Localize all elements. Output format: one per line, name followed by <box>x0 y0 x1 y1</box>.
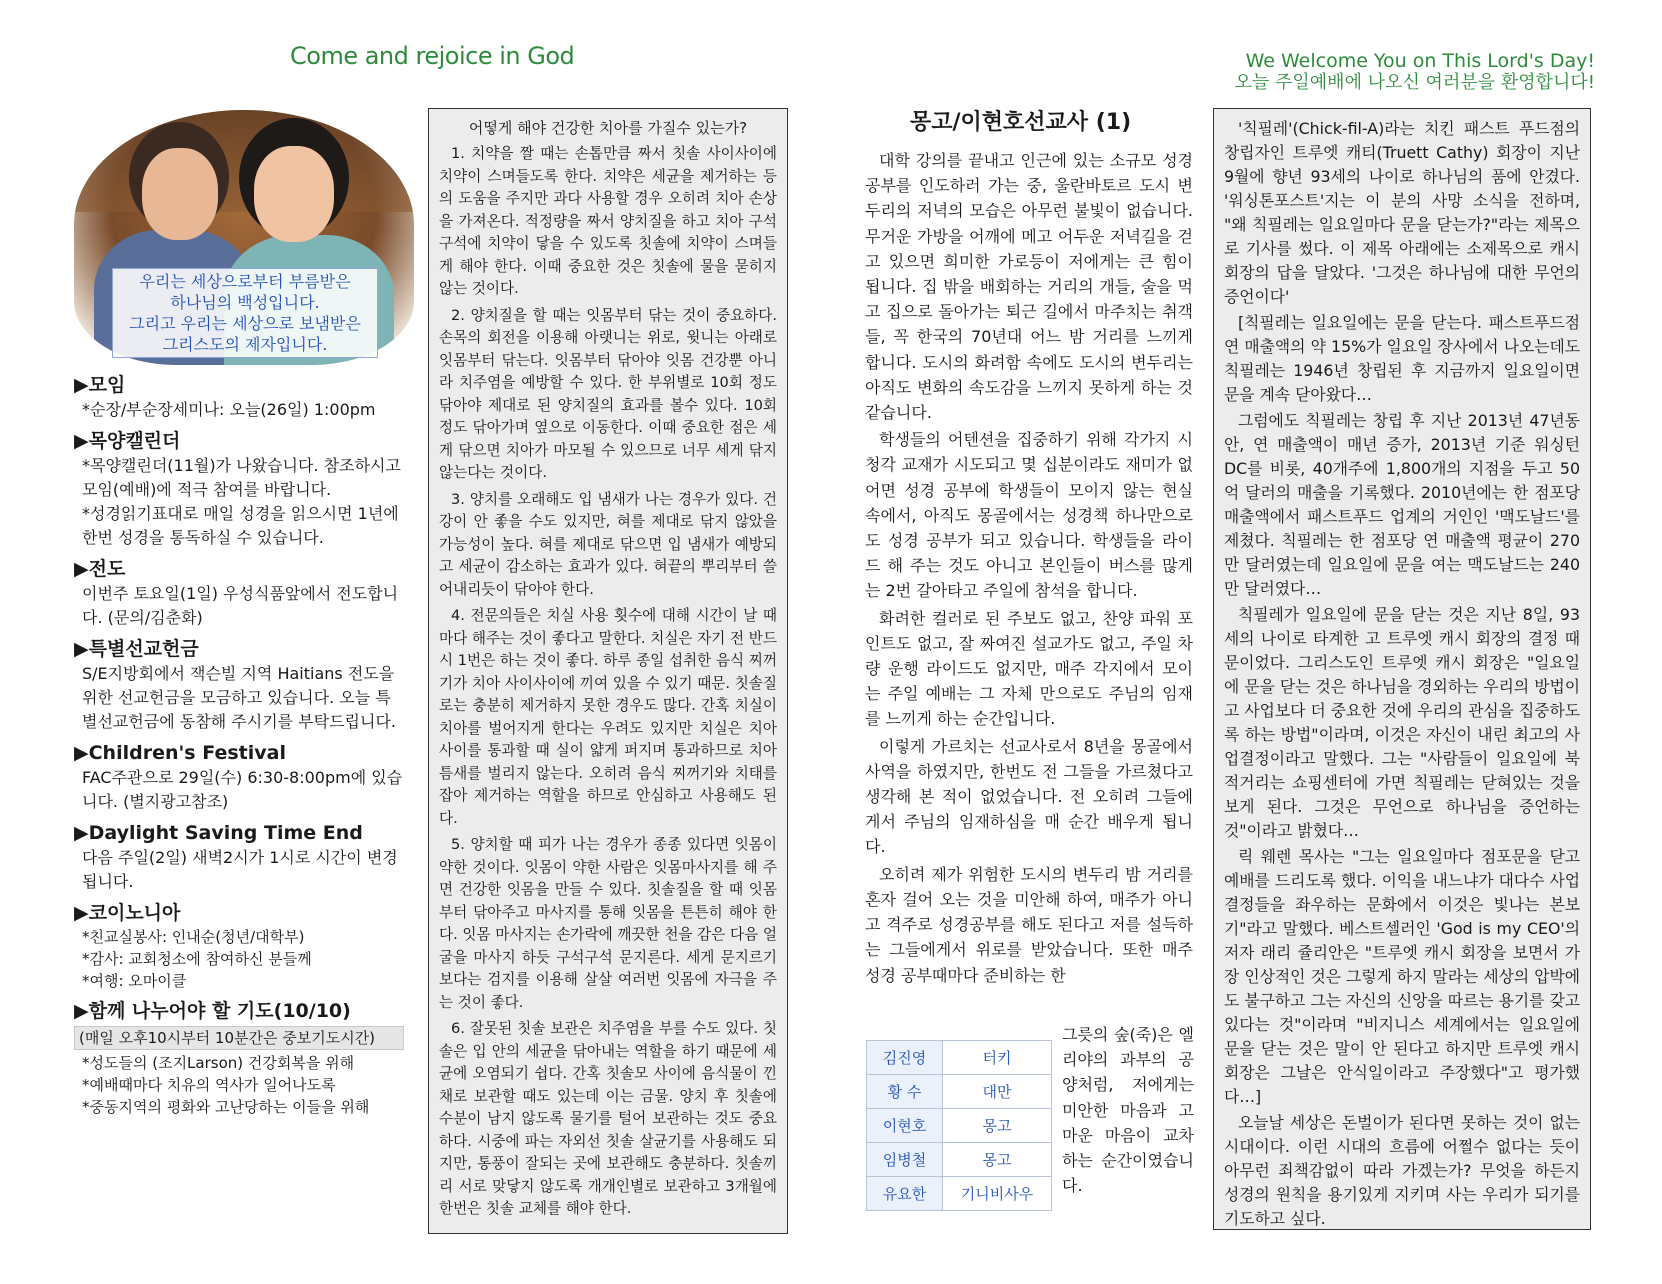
section-daylight-saving <box>74 820 404 894</box>
article-paragraph: 1. 치약을 짤 때는 손톱만큼 짜서 칫솔 사이사이에 치약이 스며들도록 한다. 치약은 세균을 제거하는 등의 도움을 주지만 과다 사용할 경우 오히려 치아 손상을 가져온다. 적정량을 짜서 양치질을 하고 치아 구석구석에 치약이 닿을 수 있도록 칫솔에 치약이 스며들게 해야 한다. 이때 중요한 것은 칫솔에 물을 묻히지 않는 것이다. <box>439 145 777 297</box>
section-title: ▶Daylight Saving Time End <box>74 822 363 844</box>
article-paragraph: 2. 양치질을 할 때는 잇몸부터 닦는 것이 중요하다. 손목의 회전을 이용해 아랫니는 위로, 윗니는 아래로 잇몸부터 닦는다. 잇몸부터 닦아야 잇몸 건강뿐 아니라 치주염을 예방할 수 있다. 한 부위별로 10회 정도 닦아야 제대로 된 양치질의 효과를 볼수 있다. 10회 정도 닦아가며 옆으로 이동한다. 이때 중요한 점은 세게 닦으면 치아가 마모될 수 있으므로 너무 세게 닦지 않는다는 것이다. <box>439 306 777 481</box>
article-paragraph: 5. 양치할 때 피가 나는 경우가 종종 있다면 잇몸이 약한 것이다. 잇몸이 약한 사람은 잇몸마사지를 해 주면 건강한 잇몸을 만들 수 있다. 칫솔질을 할 때 잇몸부터 닦아주고 마사지를 통해 잇몸을 튼튼히 해야 한다. 잇몸 마사지는 손가락에 깨끗한 천을 감은 다음 얼굴을 마사지 하듯 구석구석 문지른다. 세게 문지르기 보다는 검지를 이용해 살살 여러번 잇몸에 자극을 주는 것이 좋다. <box>439 836 777 1011</box>
section-title: ▶코이노니아 <box>74 902 181 924</box>
section-text: *순장/부순장세미나: 오늘(26일) 1:00pm <box>82 400 376 419</box>
caption-line: 하나님의 백성입니다. <box>170 293 320 312</box>
section-meeting <box>74 372 404 422</box>
mission-field: 몽고 <box>943 1143 1052 1177</box>
table-row <box>867 1143 1052 1177</box>
section-text: *성도들의 (조지Larson) 건강회복을 위해 <box>82 1054 355 1072</box>
section-text: *예배때마다 치유의 역사가 일어나도록 <box>82 1076 336 1094</box>
section-calendar <box>74 428 404 550</box>
photo-caption <box>112 268 378 358</box>
table-row <box>867 1075 1052 1109</box>
mission-field: 터키 <box>943 1041 1052 1075</box>
left-tagline: Come and rejoice in God <box>290 42 575 70</box>
caption-line: 우리는 세상으로부터 부름받은 <box>139 272 351 291</box>
article-paragraph: 그릇의 숲(죽)은 엘리야의 과부의 공양처럼, 저에게는 미안한 마음과 고마운 마음이 교차하는 순간이였습니다. <box>1062 1025 1194 1196</box>
section-title: ▶전도 <box>74 558 126 580</box>
article-paragraph: 4. 전문의들은 치실 사용 횟수에 대해 시간이 날 때마다 해주는 것이 좋다고 말한다. 치실은 자기 전 반드시 1번은 하는 것이 좋다. 하루 종일 섭취한 음식 찌꺼기가 치아 사이사이에 끼여 있을 수 있기 때문. 칫솔질로는 충분히 제거하지 못한 경우도 많다. 간혹 치실이 치아를 벌어지게 한다는 우려도 있지만 치실은 치아 사이를 통과할 때 실이 얇게 퍼지며 통과하므로 치아 틈새를 벌리지 않는다. 오히려 음식 찌꺼기와 치태를 잡아 제거하는 역할을 하므로 안심하고 사용해도 된다. <box>439 607 777 827</box>
welcome-english: We Welcome You on This Lord's Day! <box>1245 50 1595 72</box>
mission-article <box>865 148 1193 990</box>
mission-title: 몽고/이현호선교사 (1) <box>910 110 1132 135</box>
article-paragraph: 대학 강의를 끝내고 인근에 있는 소규모 성경 공부를 인도하러 가는 중, 울란바토르 도시 변두리의 저녁의 모습은 아무런 불빛이 없습니다. 무거운 가방을 어깨에 메고 어두운 저녁길을 걷고 있으면 희미한 가로등이 저에게는 큰 힘이 됩니다. 집 밖을 배회하는 거리의 개들, 술을 먹고 집으로 돌아가는 퇴근 길에서 마주치는 취객들, 꼭 한국의 70년대 어느 밤 거리를 느끼게 합니다. 도시의 화려함 속에도 도시의 변두리는 아직도 변화의 속도감을 느끼지 못하게 하는 것 같습니다. <box>865 151 1193 423</box>
missionaries-table <box>866 1040 1052 1211</box>
section-text: *감사: 교회청소에 참여하신 분들께 <box>82 950 312 968</box>
section-prayer <box>74 998 404 1118</box>
section-special-offering <box>74 636 404 734</box>
section-text: *성경읽기표대로 매일 성경을 읽으시면 1년에 한번 성경을 통독하실 수 있습니다. <box>82 504 399 547</box>
article-paragraph: [칙필레는 일요일에는 문을 닫는다. 패스트푸드점 연 매출액의 약 15%가 일요일 장사에서 나오는데도 칙필레는 1946년 창립된 후 지금까지 일요일이면 문을 계속 닫아왔다… <box>1224 313 1580 404</box>
table-row <box>867 1177 1052 1211</box>
section-text: 이번주 토요일(1일) 우성식품앞에서 전도합니다. (문의/김춘화) <box>82 584 399 627</box>
caption-line: 그리스도의 제자입니다. <box>162 335 328 354</box>
mission-field: 몽고 <box>943 1109 1052 1143</box>
article-paragraph: 학생들의 어텐션을 집중하기 위해 각가지 시청각 교재가 시도되고 몇 십분이라도 재미가 없어면 성경 공부에 학생들이 모이지 않는 현실 속에서, 아직도 몽골에서는 성경책 하나만으로도 성경 공부가 되고 있습니다. 학생들을 라이드 해 주는 것도 아니고 본인들이 버스를 많게는 2번 갈아타고 주일에 참석을 합니다. <box>865 430 1193 601</box>
section-title: ▶Children's Festival <box>74 742 286 764</box>
section-evangelism <box>74 556 404 630</box>
article-paragraph: 칙필레가 일요일에 문을 닫는 것은 지난 8일, 93세의 나이로 타계한 고 트루엣 캐시 회장의 결정 때문이었다. 그리스도인 트루엣 캐시 회장은 "일요일에 문을 닫는 것은 하나님을 경외하는 우리의 방법이고 사업보다 더 중요한 것에 우리의 관심을 집중하도록 하는 방법"이라며, 이것은 자신이 내린 최고의 사업결정이라고 말했다. 그는 "사람들이 일요일에 북적거리는 쇼핑센터에 가면 칙필레는 닫혀있는 것을 보게 된다. 그것은 무언으로 하나님을 증언하는 것"이라고 밝혔다… <box>1224 605 1580 840</box>
article-paragraph: '칙필레'(Chick-fil-A)라는 치킨 패스트 푸드점의 창립자인 트루엣 캐티(Truett Cathy) 회장이 지난 9월에 향년 93세의 나이로 하나님의 품에 안겼다. '워싱톤포스트'지는 이 분의 사망 소식을 전하며, "왜 칙필레는 일요일마다 문을 닫는가?"라는 제목으로 기사를 썼다. 이 제목 아래에는 소제목으로 캐시 회장의 답을 달았다. '그것은 하나님에 대한 무언의 증언이다' <box>1224 119 1580 306</box>
table-row <box>867 1041 1052 1075</box>
section-text: S/E지방회에서 잭슨빌 지역 Haitians 전도을 위한 선교헌금을 모금하고 있습니다. 오늘 특별선교헌금에 동참해 주시기를 부탁드립니다. <box>82 664 397 731</box>
missionary-name: 임병철 <box>867 1143 943 1177</box>
section-text: *여행: 오마이클 <box>82 972 187 990</box>
section-text: *중동지역의 평화와 고난당하는 이들을 위해 <box>82 1098 370 1116</box>
article-paragraph: 화려한 컬러로 된 주보도 없고, 찬양 파워 포인트도 없고, 잘 짜여진 설교가도 없고, 주일 차량 운행 라이드도 없지만, 매주 각지에서 모이는 주일 예배는 그 자체 만으로도 주님의 임재를 느끼게 하는 순간입니다. <box>865 608 1193 729</box>
section-text: *친교실봉사: 인내순(청년/대학부) <box>82 928 305 946</box>
mission-field: 기니비사우 <box>943 1177 1052 1211</box>
section-title: ▶모임 <box>74 374 126 396</box>
missionary-name: 유요한 <box>867 1177 943 1211</box>
article-paragraph: 릭 웨렌 목사는 "그는 일요일마다 점포문을 닫고 예배를 드리도록 했다. 이익을 내느냐가 대다수 사업 결정들을 좌우하는 문화에서 이것은 빛나는 본보기"라고 말했다. 베스트셀러인 'God is my CEO'의 저자 래리 쥴리안은 "트루엣 캐시 회장을 보면서 가장 인상적인 것은 그렇게 하지 말라는 세상의 압박에도 불구하고 그는 자신의 신앙을 따르는 용기를 갖고 있다는 것"이라며 "비지니스 세계에서는 일요일에 문을 닫는 것은 말이 안 된다고 하지만 트루엣 캐시 회장은 그날은 안식일이라고 주장했다"고 평가했다…] <box>1224 847 1580 1106</box>
mission-article-tail <box>1062 1022 1194 1198</box>
announcements <box>74 372 404 1124</box>
article-paragraph: 이렇게 가르치는 선교사로서 8년을 몽골에서 사역을 하였지만, 한번도 전 그들을 가르쳤다고 생각해 본 적이 없었습니다. 전 오히려 그들에게서 주님의 임재하심을 매 순간 배우게 됩니다. <box>865 736 1193 857</box>
section-text: FAC주관으로 29일(수) 6:30-8:00pm에 있습니다. (별지광고참조) <box>82 768 403 811</box>
table-row <box>867 1109 1052 1143</box>
mission-field: 대만 <box>943 1075 1052 1109</box>
article-paragraph: 그럼에도 칙필레는 창립 후 지난 2013년 47년동안, 연 매출액이 매년 증가, 2013년 기준 워싱턴 DC를 비롯, 40개주에 1,800개의 지점을 두고 50억 달러의 매출을 기록했다. 2010년에는 한 점포당 매출액에서 패스트푸드 업계의 거인인 '맥도날드'를 제쳤다. 칙필레는 한 점포당 연 매출액 평균이 270만 달러였는데 일요일에 문을 여는 맥도날드는 240만 달러였다… <box>1224 411 1580 598</box>
dental-health-article <box>428 108 788 1234</box>
section-text: 다음 주일(2일) 새벽2시가 1시로 시간이 변경됩니다. <box>82 848 398 891</box>
section-childrens-festival <box>74 740 404 814</box>
section-title: ▶함께 나누어야 할 기도(10/10) <box>74 1000 351 1022</box>
welcome-header <box>1235 50 1595 94</box>
section-koinonia <box>74 900 404 992</box>
missionary-name: 이현호 <box>867 1109 943 1143</box>
section-text: *목양캘린더(11월)가 나왔습니다. 참조하시고 모임(예배)에 적극 참여를 바랍니다. <box>82 456 401 499</box>
missionary-name: 김진영 <box>867 1041 943 1075</box>
article-paragraph: 6. 잘못된 칫솔 보관은 치주염을 부를 수도 있다. 칫솔은 입 안의 세균을 닦아내는 역할을 하기 때문에 세균에 오염되기 쉽다. 간혹 칫솔모 사이에 음식물이 낀 채로 보관할 때도 있는데 이는 금물. 양치 후 칫솔에 수분이 남지 않도록 물기를 털어 보관하는 것도 중요하다. 시중에 파는 자외선 칫솔 살균기를 사용해도 되지만, 통풍이 잘되는 곳에 보관해도 충분하다. 칫솔끼리 서로 맞닿지 않도록 개개인별로 보관하고 3개월에 한번은 칫솔 교체를 해야 한다. <box>439 1020 777 1217</box>
article-paragraph: 오히려 제가 위험한 도시의 변두리 밤 거리를 혼자 걸어 오는 것을 미안해 하여, 매주가 아니고 격주로 성경공부를 해도 된다고 저를 설득하는 그들에게서 위로를 받았습니다. 또한 매주 성경 공부때마다 준비하는 한 <box>865 864 1193 985</box>
caption-line: 그리고 우리는 세상으로 보냄받은 <box>129 314 361 333</box>
welcome-korean: 오늘 주일예배에 나오신 여러분을 환영합니다! <box>1234 72 1595 93</box>
section-title: ▶목양캘린더 <box>74 430 181 452</box>
section-title: ▶특별선교헌금 <box>74 638 199 660</box>
chickfila-article <box>1213 108 1591 1230</box>
article-paragraph: 3. 양치를 오래해도 입 냄새가 나는 경우가 있다. 건강이 안 좋을 수도 있지만, 혀를 제대로 닦지 않았을 가능성이 높다. 혀를 제대로 닦으면 입 냄새가 예방되고 세균이 감소하는 효과가 있다. 혀끝의 뿌리부터 쓸어내리듯이 닦아야 한다. <box>439 490 777 598</box>
prayer-time-note: (매일 오후10시부터 10분간은 중보기도시간) <box>74 1026 404 1050</box>
missionary-name: 황 수 <box>867 1075 943 1109</box>
article-title: 어떻게 해야 건강한 치아를 가질수 있는가? <box>468 119 748 137</box>
article-paragraph: 오늘날 세상은 돈벌이가 된다면 못하는 것이 없는 시대이다. 이런 시대의 흐름에 어쩔수 없다는 듯이 아무런 죄책감없이 따라 가겠는가? 무엇을 하든지 성경의 원칙을 용기있게 지키며 사는 우리가 되기를 기도하고 싶다. <box>1224 1113 1580 1228</box>
